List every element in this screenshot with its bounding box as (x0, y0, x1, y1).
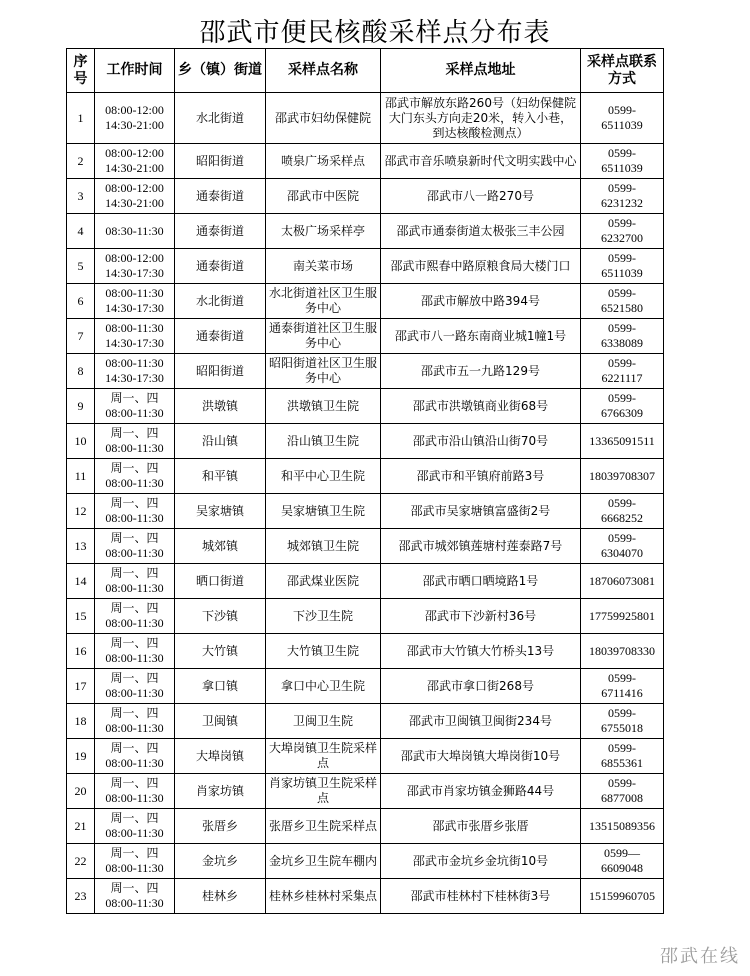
site-address: 邵武市解放中路394号 (381, 284, 581, 319)
town-street: 水北街道 (175, 93, 266, 144)
row-number: 10 (67, 424, 95, 459)
site-address: 邵武市肖家坊镇金狮路44号 (381, 774, 581, 809)
work-hours: 周一、四 08:00-11:30 (95, 459, 175, 494)
town-street: 沿山镇 (175, 424, 266, 459)
town-street: 和平镇 (175, 459, 266, 494)
work-hours: 08:00-12:00 14:30-17:30 (95, 249, 175, 284)
contact-phone: 0599- 6232700 (581, 214, 664, 249)
town-street: 洪墩镇 (175, 389, 266, 424)
site-name: 通泰街道社区卫生服务中心 (266, 319, 381, 354)
site-name: 卫闽卫生院 (266, 704, 381, 739)
work-hours: 周一、四 08:00-11:30 (95, 389, 175, 424)
work-hours: 周一、四 08:00-11:30 (95, 424, 175, 459)
site-name: 拿口中心卫生院 (266, 669, 381, 704)
work-hours: 周一、四 08:00-11:30 (95, 774, 175, 809)
contact-phone: 0599— 6609048 (581, 844, 664, 879)
watermark: 邵武在线 (660, 946, 740, 967)
table-row (67, 389, 664, 424)
table-row (67, 494, 664, 529)
row-number: 5 (67, 249, 95, 284)
work-hours: 周一、四 08:00-11:30 (95, 599, 175, 634)
site-address: 邵武市沿山镇沿山街70号 (381, 424, 581, 459)
site-address: 邵武市八一路270号 (381, 179, 581, 214)
header-site: 采样点名称 (266, 49, 381, 93)
table-row (67, 704, 664, 739)
site-name: 城郊镇卫生院 (266, 529, 381, 564)
table-row (67, 179, 664, 214)
site-name: 肖家坊镇卫生院采样点 (266, 774, 381, 809)
work-hours: 周一、四 08:00-11:30 (95, 704, 175, 739)
contact-phone: 0599- 6855361 (581, 739, 664, 774)
header-town: 乡（镇）街道 (175, 49, 266, 93)
work-hours: 周一、四 08:00-11:30 (95, 809, 175, 844)
site-address: 邵武市音乐喷泉新时代文明实践中心 (381, 144, 581, 179)
site-name: 喷泉广场采样点 (266, 144, 381, 179)
row-number: 20 (67, 774, 95, 809)
site-address: 邵武市八一路东南商业城1幢1号 (381, 319, 581, 354)
row-number: 14 (67, 564, 95, 599)
contact-phone: 0599- 6511039 (581, 249, 664, 284)
town-street: 昭阳街道 (175, 354, 266, 389)
site-name: 水北街道社区卫生服务中心 (266, 284, 381, 319)
table-row (67, 424, 664, 459)
contact-phone: 18039708330 (581, 634, 664, 669)
site-name: 昭阳街道社区卫生服务中心 (266, 354, 381, 389)
town-street: 水北街道 (175, 284, 266, 319)
site-name: 沿山镇卫生院 (266, 424, 381, 459)
site-name: 大埠岗镇卫生院采样点 (266, 739, 381, 774)
row-number: 22 (67, 844, 95, 879)
table-row (67, 249, 664, 284)
row-number: 11 (67, 459, 95, 494)
town-street: 城郊镇 (175, 529, 266, 564)
town-street: 昭阳街道 (175, 144, 266, 179)
site-address: 邵武市拿口街268号 (381, 669, 581, 704)
work-hours: 周一、四 08:00-11:30 (95, 529, 175, 564)
table-row (67, 774, 664, 809)
row-number: 2 (67, 144, 95, 179)
site-name: 桂林乡桂林村采集点 (266, 879, 381, 914)
table-row (67, 879, 664, 914)
site-address: 邵武市金坑乡金坑街10号 (381, 844, 581, 879)
contact-phone: 0599- 6221117 (581, 354, 664, 389)
site-address: 邵武市和平镇府前路3号 (381, 459, 581, 494)
work-hours: 08:00-11:30 14:30-17:30 (95, 319, 175, 354)
contact-phone: 13515089356 (581, 809, 664, 844)
contact-phone: 15159960705 (581, 879, 664, 914)
town-street: 张厝乡 (175, 809, 266, 844)
table-row (67, 144, 664, 179)
site-address: 邵武市晒口晒境路1号 (381, 564, 581, 599)
site-address: 邵武市通泰街道太极张三丰公园 (381, 214, 581, 249)
site-name: 太极广场采样亭 (266, 214, 381, 249)
contact-phone: 0599- 6338089 (581, 319, 664, 354)
site-name: 张厝乡卫生院采样点 (266, 809, 381, 844)
work-hours: 08:30-11:30 (95, 214, 175, 249)
table-row (67, 284, 664, 319)
town-street: 通泰街道 (175, 249, 266, 284)
site-name: 和平中心卫生院 (266, 459, 381, 494)
work-hours: 周一、四 08:00-11:30 (95, 739, 175, 774)
town-street: 金坑乡 (175, 844, 266, 879)
table-row (67, 669, 664, 704)
row-number: 8 (67, 354, 95, 389)
row-number: 21 (67, 809, 95, 844)
contact-phone: 0599- 6511039 (581, 144, 664, 179)
work-hours: 08:00-11:30 14:30-17:30 (95, 354, 175, 389)
work-hours: 08:00-12:00 14:30-21:00 (95, 179, 175, 214)
site-address: 邵武市下沙新村36号 (381, 599, 581, 634)
site-address: 邵武市熙春中路原粮食局大楼门口 (381, 249, 581, 284)
contact-phone: 18039708307 (581, 459, 664, 494)
site-name: 吴家塘镇卫生院 (266, 494, 381, 529)
site-address: 邵武市吴家塘镇富盛街2号 (381, 494, 581, 529)
site-address: 邵武市大竹镇大竹桥头13号 (381, 634, 581, 669)
table-row (67, 93, 664, 144)
town-street: 下沙镇 (175, 599, 266, 634)
site-address: 邵武市城郊镇莲塘村莲泰路7号 (381, 529, 581, 564)
contact-phone: 0599- 6668252 (581, 494, 664, 529)
town-street: 卫闽镇 (175, 704, 266, 739)
table-header-row (67, 49, 664, 93)
site-address: 邵武市解放东路260号（妇幼保健院大门东头方向走20米，转入小巷，到达核酸检测点） (381, 93, 581, 144)
contact-phone: 17759925801 (581, 599, 664, 634)
site-address: 邵武市桂林村下桂林街3号 (381, 879, 581, 914)
work-hours: 08:00-12:00 14:30-21:00 (95, 93, 175, 144)
work-hours: 周一、四 08:00-11:30 (95, 634, 175, 669)
work-hours: 周一、四 08:00-11:30 (95, 494, 175, 529)
table-row (67, 739, 664, 774)
work-hours: 周一、四 08:00-11:30 (95, 564, 175, 599)
table-row (67, 809, 664, 844)
table-row (67, 214, 664, 249)
site-address: 邵武市卫闽镇卫闽街234号 (381, 704, 581, 739)
table-body (67, 93, 664, 914)
table-row (67, 354, 664, 389)
town-street: 肖家坊镇 (175, 774, 266, 809)
site-name: 邵武市妇幼保健院 (266, 93, 381, 144)
town-street: 大埠岗镇 (175, 739, 266, 774)
contact-phone: 0599- 6711416 (581, 669, 664, 704)
site-name: 邵武煤业医院 (266, 564, 381, 599)
row-number: 4 (67, 214, 95, 249)
contact-phone: 0599- 6766309 (581, 389, 664, 424)
work-hours: 08:00-12:00 14:30-21:00 (95, 144, 175, 179)
page-title: 邵武市便民核酸采样点分布表 (199, 18, 551, 48)
town-street: 大竹镇 (175, 634, 266, 669)
table-row (67, 319, 664, 354)
town-street: 拿口镇 (175, 669, 266, 704)
town-street: 吴家塘镇 (175, 494, 266, 529)
row-number: 15 (67, 599, 95, 634)
contact-phone: 0599- 6521580 (581, 284, 664, 319)
town-street: 通泰街道 (175, 179, 266, 214)
site-name: 大竹镇卫生院 (266, 634, 381, 669)
contact-phone: 0599- 6877008 (581, 774, 664, 809)
header-no: 序号 (67, 49, 95, 93)
sampling-sites-table (66, 48, 664, 914)
work-hours: 周一、四 08:00-11:30 (95, 669, 175, 704)
row-number: 6 (67, 284, 95, 319)
contact-phone: 0599- 6231232 (581, 179, 664, 214)
row-number: 7 (67, 319, 95, 354)
header-address: 采样点地址 (381, 49, 581, 93)
header-contact: 采样点联系方式 (581, 49, 664, 93)
contact-phone: 0599- 6755018 (581, 704, 664, 739)
row-number: 1 (67, 93, 95, 144)
table-row (67, 564, 664, 599)
site-name: 南关菜市场 (266, 249, 381, 284)
table-row (67, 459, 664, 494)
row-number: 17 (67, 669, 95, 704)
town-street: 通泰街道 (175, 319, 266, 354)
site-address: 邵武市洪墩镇商业街68号 (381, 389, 581, 424)
site-name: 下沙卫生院 (266, 599, 381, 634)
work-hours: 周一、四 08:00-11:30 (95, 844, 175, 879)
contact-phone: 13365091511 (581, 424, 664, 459)
work-hours: 08:00-11:30 14:30-17:30 (95, 284, 175, 319)
town-street: 晒口街道 (175, 564, 266, 599)
table-row (67, 599, 664, 634)
table-row (67, 844, 664, 879)
header-time: 工作时间 (95, 49, 175, 93)
town-street: 通泰街道 (175, 214, 266, 249)
site-address: 邵武市五一九路129号 (381, 354, 581, 389)
row-number: 3 (67, 179, 95, 214)
row-number: 9 (67, 389, 95, 424)
row-number: 18 (67, 704, 95, 739)
site-name: 洪墩镇卫生院 (266, 389, 381, 424)
row-number: 13 (67, 529, 95, 564)
site-address: 邵武市张厝乡张厝 (381, 809, 581, 844)
row-number: 23 (67, 879, 95, 914)
row-number: 19 (67, 739, 95, 774)
site-name: 邵武市中医院 (266, 179, 381, 214)
site-address: 邵武市大埠岗镇大埠岗街10号 (381, 739, 581, 774)
contact-phone: 18706073081 (581, 564, 664, 599)
town-street: 桂林乡 (175, 879, 266, 914)
work-hours: 周一、四 08:00-11:30 (95, 879, 175, 914)
site-name: 金坑乡卫生院车棚内 (266, 844, 381, 879)
table-row (67, 529, 664, 564)
row-number: 12 (67, 494, 95, 529)
row-number: 16 (67, 634, 95, 669)
table-row (67, 634, 664, 669)
contact-phone: 0599- 6304070 (581, 529, 664, 564)
contact-phone: 0599- 6511039 (581, 93, 664, 144)
